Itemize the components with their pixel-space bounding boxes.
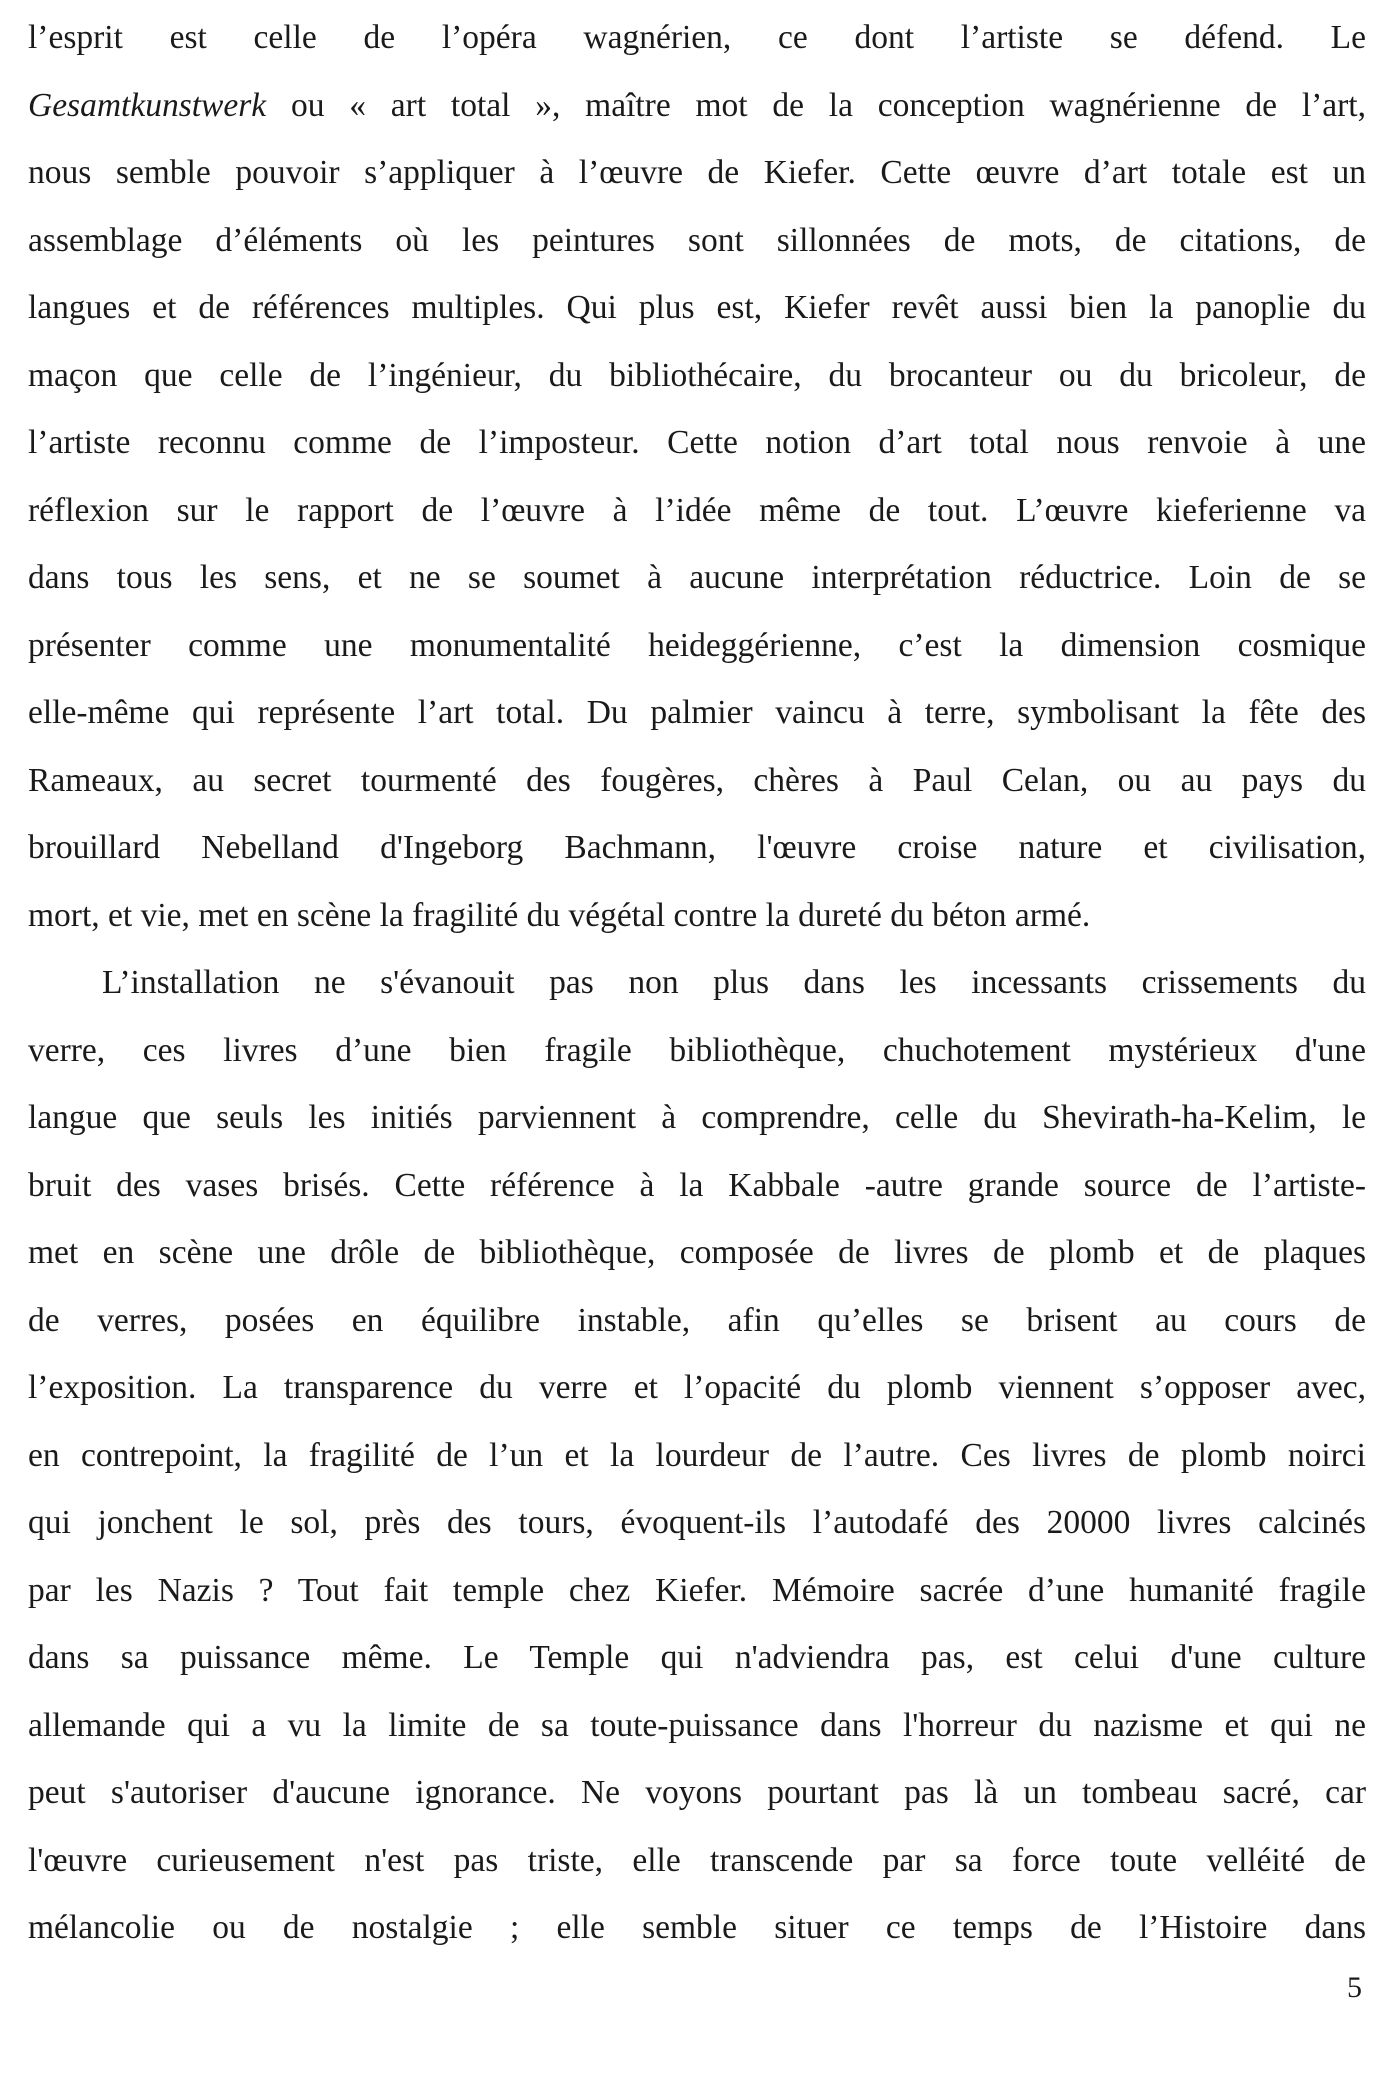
text-line: bruit des vases brisés. Cette référence à la Kabbale -autre grande source de l’artiste- — [28, 1166, 1366, 1204]
text-line: dans sa puissance même. Le Temple qui n'adviendra pas, est celui d'une culture — [28, 1639, 1366, 1676]
text-line-with-term — [28, 72, 1366, 140]
text-line: mélancolie ou de nostalgie ; elle semble situer ce temps de l’Histoire dans — [28, 1909, 1366, 1946]
text-line: par les Nazis ? Tout fait temple chez Kiefer. Mémoire sacrée d’une humanité fragile — [28, 1571, 1366, 1609]
text-line: met en scène une drôle de bibliothèque, composée de livres de plomb et de plaques — [28, 1234, 1366, 1271]
text-line: réflexion sur le rapport de l’œuvre à l’idée même de tout. L’œuvre kieferienne va — [28, 491, 1366, 529]
italic-term: Gesamtkunstwerk — [28, 86, 267, 124]
text-line: elle-même qui représente l’art total. Du palmier vaincu à terre, symbolisant la fête des — [28, 694, 1366, 731]
text-line: nous semble pouvoir s’appliquer à l’œuvre de Kiefer. Cette œuvre d’art totale est un — [28, 154, 1366, 191]
text-line: peut s'autoriser d'aucune ignorance. Ne voyons pourtant pas là un tombeau sacré, car — [28, 1774, 1366, 1811]
text-line: l'œuvre curieusement n'est pas triste, elle transcende par sa force toute velléité de — [28, 1841, 1366, 1879]
paragraph-end-line: mort, et vie, met en scène la fragilité du végétal contre la dureté du béton armé. — [28, 896, 1091, 934]
document-page — [28, 0, 1366, 2079]
text-line: l’exposition. La transparence du verre et l’opacité du plomb viennent s’opposer avec, — [28, 1369, 1366, 1406]
text-line: langue que seuls les initiés parviennent à comprendre, celle du Shevirath-ha-Kelim, le — [28, 1099, 1366, 1136]
text-line: qui jonchent le sol, près des tours, évoquent-ils l’autodafé des 20000 livres calcinés — [28, 1504, 1366, 1541]
text-line: l’artiste reconnu comme de l’imposteur. Cette notion d’art total nous renvoie à une — [28, 424, 1366, 461]
text-line: verre, ces livres d’une bien fragile bibliothèque, chuchotement mystérieux d'une — [28, 1031, 1366, 1069]
text-line: l’esprit est celle de l’opéra wagnérien, ce dont l’artiste se défend. Le — [28, 19, 1366, 56]
text-line: assemblage d’éléments où les peintures sont sillonnées de mots, de citations, de — [28, 221, 1366, 259]
text-line: présenter comme une monumentalité heideggérienne, c’est la dimension cosmique — [28, 626, 1366, 664]
text-line: de verres, posées en équilibre instable, afin qu’elles se brisent au cours de — [28, 1301, 1366, 1339]
paragraph-start-line: L’installation ne s'évanouit pas non plus dans les incessants crissements du — [102, 964, 1366, 1001]
text-line: dans tous les sens, et ne se soumet à aucune interprétation réductrice. Loin de se — [28, 559, 1366, 596]
body-text — [28, 4, 1366, 1962]
page-number: 5 — [1347, 1971, 1362, 2004]
text-line: en contrepoint, la fragilité de l’un et la lourdeur de l’autre. Ces livres de plomb noirci — [28, 1436, 1366, 1474]
text-line-rest: ou « art total », maître mot de la conception wagnérienne de l’art, — [266, 86, 1366, 124]
text-line: maçon que celle de l’ingénieur, du bibliothécaire, du brocanteur ou du bricoleur, de — [28, 356, 1366, 394]
text-line: allemande qui a vu la limite de sa toute-puissance dans l'horreur du nazisme et qui ne — [28, 1706, 1366, 1744]
text-line: brouillard Nebelland d'Ingeborg Bachmann, l'œuvre croise nature et civilisation, — [28, 829, 1366, 866]
text-line: langues et de références multiples. Qui plus est, Kiefer revêt aussi bien la panoplie du — [28, 289, 1366, 326]
text-line: Rameaux, au secret tourmenté des fougères, chères à Paul Celan, ou au pays du — [28, 761, 1366, 799]
